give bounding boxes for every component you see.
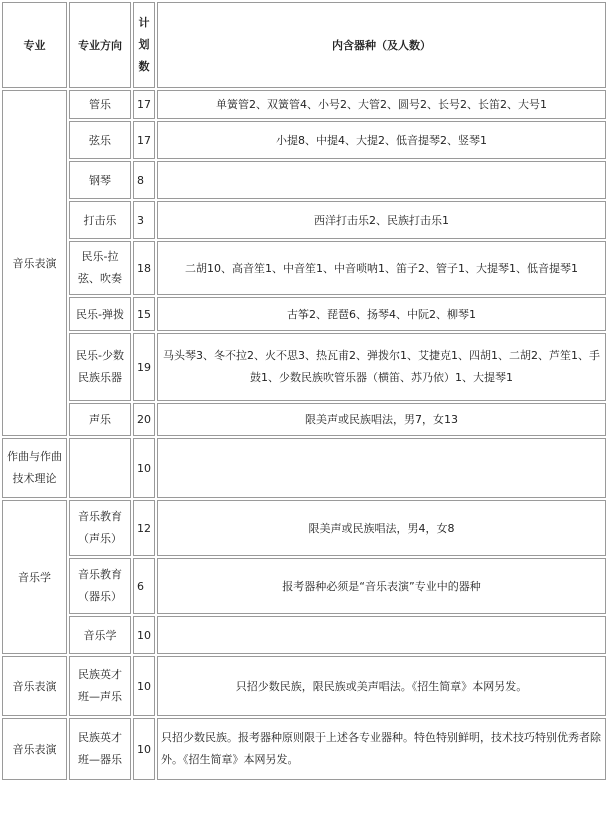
direction-cell: 民乐-拉弦、吹奏 <box>69 241 131 295</box>
direction-cell: 音乐教育（器乐） <box>69 558 131 614</box>
instruments-cell: 只招少数民族，限民族或美声唱法。《招生简章》本网另发。 <box>157 656 606 716</box>
direction-cell: 音乐学 <box>69 616 131 654</box>
instruments-cell: 小提8、中提4、大提2、低音提琴2、竖琴1 <box>157 121 606 159</box>
table-row <box>2 333 606 401</box>
table-row <box>2 241 606 295</box>
direction-cell: 音乐教育（声乐） <box>69 500 131 556</box>
major-cell: 音乐学 <box>2 500 67 654</box>
table-row <box>2 656 606 716</box>
header-row <box>2 2 606 88</box>
instruments-cell: 报考器种必须是“音乐表演”专业中的器种 <box>157 558 606 614</box>
direction-cell: 民乐-少数民族乐器 <box>69 333 131 401</box>
direction-cell: 钢琴 <box>69 161 131 199</box>
plan-cell: 6 <box>133 558 155 614</box>
direction-cell: 民族英才班—声乐 <box>69 656 131 716</box>
direction-cell: 民乐-弹拨 <box>69 297 131 331</box>
table-row <box>2 201 606 239</box>
table-row <box>2 121 606 159</box>
header-direction: 专业方向 <box>69 2 131 88</box>
major-cell: 音乐表演 <box>2 90 67 436</box>
instruments-cell: 限美声或民族唱法，男7，女13 <box>157 403 606 436</box>
plan-cell: 10 <box>133 718 155 780</box>
header-instruments: 内含器种（及人数） <box>157 2 606 88</box>
instruments-cell: 二胡10、高音笙1、中音笙1、中音唢呐1、笛子2、管子1、大提琴1、低音提琴1 <box>157 241 606 295</box>
instruments-cell <box>157 616 606 654</box>
table-row <box>2 297 606 331</box>
instruments-cell: 只招少数民族。报考器种原则限于上述各专业器种。特色特别鲜明，技术技巧特别优秀者除外。《招生简章》本网另发。 <box>157 718 606 780</box>
table-row <box>2 616 606 654</box>
instruments-cell: 古筝2、琵琶6、扬琴4、中阮2、柳琴1 <box>157 297 606 331</box>
table-row <box>2 558 606 614</box>
plan-cell: 10 <box>133 656 155 716</box>
major-cell: 音乐表演 <box>2 656 67 716</box>
table-row <box>2 161 606 199</box>
direction-cell: 弦乐 <box>69 121 131 159</box>
table-row <box>2 90 606 119</box>
plan-cell: 10 <box>133 616 155 654</box>
direction-cell: 民族英才班—器乐 <box>69 718 131 780</box>
plan-cell: 18 <box>133 241 155 295</box>
instruments-cell: 马头琴3、冬不拉2、火不思3、热瓦甫2、弹拨尔1、艾捷克1、四胡1、二胡2、芦笙1、手鼓1、少数民族吹管乐器（横笛、苏乃依）1、大提琴1 <box>157 333 606 401</box>
major-cell: 音乐表演 <box>2 718 67 780</box>
direction-cell <box>69 438 131 498</box>
major-cell: 作曲与作曲技术理论 <box>2 438 67 498</box>
plan-cell: 17 <box>133 121 155 159</box>
table-row <box>2 438 606 498</box>
direction-cell: 管乐 <box>69 90 131 119</box>
plan-cell: 8 <box>133 161 155 199</box>
plan-cell: 20 <box>133 403 155 436</box>
plan-cell: 12 <box>133 500 155 556</box>
instruments-cell: 西洋打击乐2、民族打击乐1 <box>157 201 606 239</box>
instruments-cell: 限美声或民族唱法，男4，女8 <box>157 500 606 556</box>
table-row <box>2 718 606 780</box>
header-plan: 计划数 <box>133 2 155 88</box>
plan-cell: 15 <box>133 297 155 331</box>
plan-cell: 17 <box>133 90 155 119</box>
plan-cell: 19 <box>133 333 155 401</box>
plan-cell: 3 <box>133 201 155 239</box>
direction-cell: 打击乐 <box>69 201 131 239</box>
instruments-cell: 单簧管2、双簧管4、小号2、大管2、圆号2、长号2、长笛2、大号1 <box>157 90 606 119</box>
table-row <box>2 403 606 436</box>
table-row <box>2 500 606 556</box>
plan-cell: 10 <box>133 438 155 498</box>
direction-cell: 声乐 <box>69 403 131 436</box>
instruments-cell <box>157 438 606 498</box>
header-major: 专业 <box>2 2 67 88</box>
instruments-cell <box>157 161 606 199</box>
